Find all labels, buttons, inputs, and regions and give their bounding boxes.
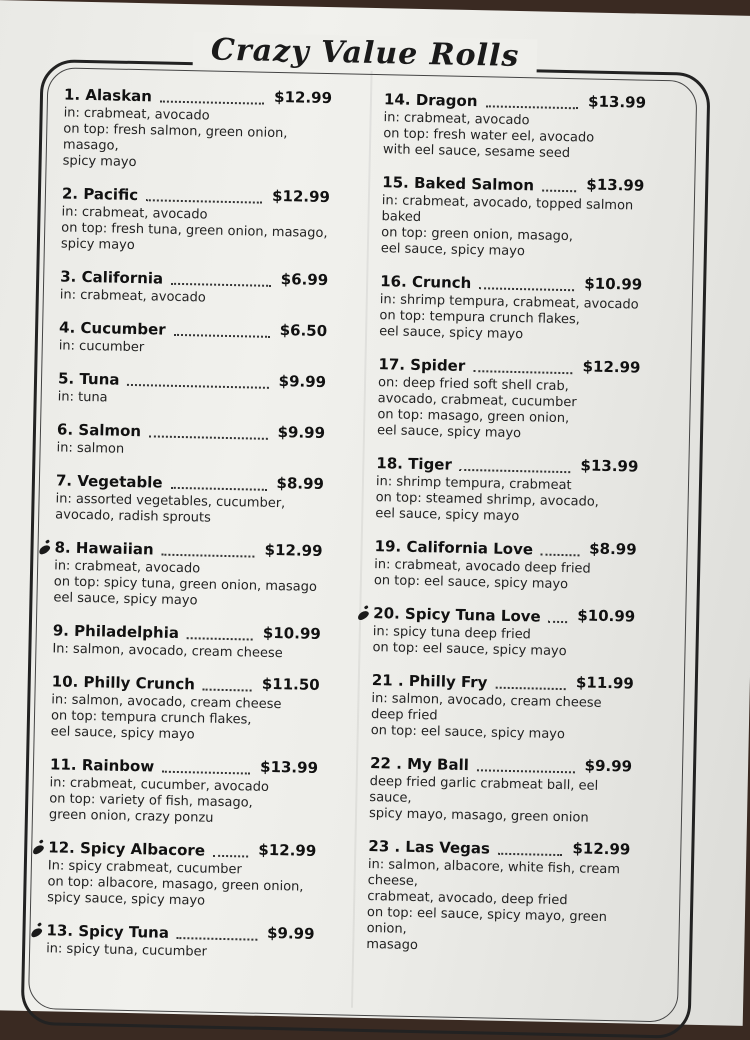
description-line: on top: spicy tuna, green onion, masago [53,574,318,595]
leader-dots [161,554,254,558]
menu-item-description [47,858,316,912]
leader-dots [127,384,269,389]
description-line: In: spicy crabmeat, cucumber [47,858,242,878]
menu-item-price: $12.99 [258,840,317,860]
menu-item-price: $9.99 [277,423,326,443]
description-line: in: crabmeat, cucumber, avocado [49,775,270,795]
menu-item-price: $6.50 [279,321,328,341]
description-line: in: shrimp tempura, crabmeat, avocado [379,292,639,313]
description-line: eel sauce, spicy mayo [50,724,195,743]
description-line: avocado, crabmeat, cucumber [377,391,577,411]
menu-item-header [372,667,634,694]
right-column [366,86,646,969]
menu-item-price: $10.99 [584,274,643,294]
menu-item-description [60,287,328,309]
menu-item-header [57,416,325,444]
description-line: in: spicy tuna, cucumber [45,941,208,960]
menu-item-header [368,833,630,860]
menu-item-header [58,365,326,393]
menu-item-name: 8. Hawaiian [54,538,154,559]
menu-item-price: $12.99 [271,186,331,207]
description-line: in: shrimp tempura, crabmeat [375,474,572,494]
menu-item-header [53,617,321,645]
description-line: on top: green onion, masago, [381,225,574,245]
menu-item [374,533,637,594]
description-line: on: deep fried soft shell crab, [377,375,569,395]
menu-item-price: $13.99 [587,92,647,112]
menu-item-name: 6. Salmon [56,420,142,441]
leader-dots [479,287,574,291]
description-line: spicy sauce, spicy mayo [47,890,206,909]
description-line: deep fried [370,707,438,724]
description-line: in: crabmeat, avocado [54,558,201,577]
menu-item-name: 2. Pacific [61,184,139,205]
menu-item-header [46,917,314,945]
menu-item [381,169,645,262]
menu-item-name: 5. Tuna [57,369,120,389]
description-line: spicy mayo [60,236,135,254]
menu-item [62,81,332,175]
menu-item-name: 12. Spicy Albacore [48,838,206,860]
description-line: in: crabmeat, avocado [59,287,206,306]
menu-item-name: 15. Baked Salmon [382,173,535,195]
menu-item-name: 10. Philly Crunch [51,672,196,694]
leader-dots [162,771,250,775]
leader-dots [174,334,270,338]
description-line: on top: fresh water eel, avocado [383,126,595,146]
menu-item [55,467,324,529]
menu-item-name: 18. Tiger [376,454,453,474]
leader-dots [477,769,575,773]
menu-item-description [61,204,330,258]
leader-dots [187,637,253,640]
leader-dots [176,937,257,941]
menu-item-price: $10.99 [262,623,321,643]
menu-item-description [366,857,630,958]
left-column [46,81,333,973]
leader-dots [171,487,267,491]
menu-item-header [48,834,316,862]
menu-item-description [56,440,324,462]
menu-item-price: $12.99 [273,87,333,108]
description-line: in: crabmeat, avocado deep fried [374,557,591,577]
description-line: in: assorted vegetables, cucumber, [55,491,286,512]
menu-item-name: 23 . Las Vegas [368,837,491,858]
menu-item-description [53,558,322,612]
leader-dots [171,283,271,287]
description-line: eel sauce, spicy mayo [376,423,522,442]
description-line: eel sauce, spicy mayo [380,241,526,260]
menu-item-name: 11. Rainbow [49,755,155,776]
description-line: on top: albacore, masago, green onion, [47,874,304,895]
description-line: on top: eel sauce, spicy mayo, green onion, [366,905,608,937]
description-line: in: spicy tuna deep fried [372,624,532,643]
menu-item-description [375,474,638,527]
menu-title: Crazy Value Rolls [193,32,538,74]
menu-item-description [374,557,637,594]
menu-item-price: $13.99 [259,757,319,777]
menu-item-price: $10.99 [577,606,636,626]
menu-item-description [49,775,318,829]
menu-item-price: $11.50 [261,674,320,694]
menu-item-description [383,110,646,163]
description-line: in: tuna [57,389,108,406]
menu-item-name: 17. Spider [378,355,466,375]
leader-dots [203,689,252,692]
description-line: in: crabmeat, avocado, topped salmon baked [381,193,634,225]
menu-item-name: 14. Dragon [383,90,478,111]
description-line: spicy mayo [62,153,137,171]
description-line: on top: masago, green onion, [377,407,570,427]
menu-item-header [64,81,332,109]
menu-item-name: 19. California Love [374,537,534,559]
description-line: with eel sauce, sesame seed [382,142,571,162]
menu-item-header [378,351,640,378]
menu-item-name: 1. Alaskan [63,85,153,106]
description-line: on top: eel sauce, spicy mayo [370,723,566,743]
menu-item-header [59,314,327,342]
description-line: crabmeat, avocado, deep fried [367,889,568,909]
menu-item [58,365,327,411]
menu-item-price: $13.99 [580,456,639,476]
description-line: on top: fresh tuna, green onion, masago, [61,220,328,242]
description-line: in: salmon, avocado, cream cheese [51,692,282,713]
menu-item-header [62,180,330,208]
menu-item-description [58,389,326,411]
leader-dots [496,687,566,690]
leader-dots [486,105,578,109]
leader-dots [149,435,268,439]
menu-item-header [60,263,328,291]
menu-item-header [376,450,638,477]
menu-item-price: $13.99 [586,175,645,195]
menu-item-description [51,692,320,746]
menu-item-header [380,268,642,295]
menu-item [375,450,638,527]
description-line: avocado, radish sprouts [55,507,212,526]
menu-item-name: 9. Philadelphia [52,621,180,643]
menu-item-header [52,668,320,696]
description-line: on top: eel sauce, spicy mayo [372,640,567,660]
menu-item-header [384,86,646,113]
description-line: spicy mayo, masago, green onion [368,806,589,826]
menu-item [61,180,330,258]
menu-item [53,534,322,612]
leader-dots [146,199,262,203]
leader-dots [213,855,248,858]
description-line: eel sauce, spicy mayo [53,590,198,609]
menu-item-description [372,624,635,661]
menu-item [383,86,646,163]
menu-item-description [62,105,331,175]
menu-item-description [55,491,324,529]
leader-dots [540,554,579,557]
description-line: In: salmon, avocado, cream cheese [52,641,283,662]
description-line: eel sauce, spicy mayo [375,506,520,525]
description-line: on top: tempura crunch flakes, [379,308,581,328]
description-line: on top: steamed shrimp, avocado, [375,490,600,510]
menu-item-description [52,641,320,663]
menu-item [372,600,635,661]
menu-item [59,314,328,360]
menu-item-price: $9.99 [278,372,327,392]
menu-item-price: $12.99 [582,357,641,377]
menu-item-price: $12.99 [572,839,631,859]
leader-dots [498,853,562,856]
menu-item-header [56,467,324,495]
description-line: in: cucumber [58,338,145,356]
menu-item-header [54,534,322,562]
menu-item-price: $12.99 [264,540,323,560]
menu-item-description [371,691,634,744]
menu-item-price: $9.99 [584,756,633,776]
menu-item-description [379,292,642,345]
menu-item-name: 20. Spicy Tuna Love [373,604,541,626]
menu-item [371,667,634,744]
description-line: in: crabmeat, avocado [63,105,210,124]
description-line: in: salmon, avocado, cream cheese [371,691,602,711]
description-line: green onion, crazy ponzu [48,807,214,826]
menu-item [51,668,320,746]
menu-item-name: 13. Spicy Tuna [46,921,170,942]
menu-item [377,351,641,444]
menu-item-header [370,750,632,777]
menu-item [369,750,632,827]
menu-item-name: 22 . My Ball [369,754,470,775]
menu-item [60,263,329,309]
description-line: eel sauce, spicy mayo [378,324,524,343]
menu-item-header [373,600,635,627]
menu-item-description [369,774,632,827]
menu-item-name: 7. Vegetable [55,471,163,492]
leader-dots [542,190,576,193]
menu-item-description [46,941,314,963]
menu-item-name: 3. California [60,267,164,288]
menu-item-price: $11.99 [575,673,635,693]
menu-item [49,751,318,829]
menu-item [379,268,642,345]
description-line: on top: eel sauce, spicy mayo [373,573,569,593]
menu-item-name: 16. Crunch [380,272,472,293]
menu-item [52,617,321,663]
menu-item-price: $9.99 [266,923,315,943]
menu-item-price: $8.99 [589,539,637,559]
menu-item [47,834,316,912]
description-line: in: salmon, albacore, white fish, cream cheese, [367,857,621,890]
menu-item-description [377,375,640,444]
description-line: in: salmon [56,440,125,457]
menu-item-name: 21 . Philly Fry [371,671,488,692]
menu-item-header [382,169,644,196]
leader-dots [160,100,264,104]
menu-item-name: 4. Cucumber [58,318,166,339]
menu-item-description [59,338,327,360]
menu-item [46,917,315,963]
description-line: in: crabmeat, avocado [61,204,208,223]
menu-item-description [381,193,644,262]
description-line: on top: tempura crunch flakes, [50,708,252,728]
description-line: masago [366,937,419,954]
description-line: on top: variety of fish, masago, [49,791,253,811]
menu-item-price: $8.99 [276,474,325,494]
menu-item [56,416,325,462]
leader-dots [548,621,567,623]
description-line: on top: fresh salmon, green onion, masago, [62,121,288,154]
leader-dots [473,370,572,374]
description-line: in: crabmeat, avocado [383,110,530,129]
menu-item [366,833,630,958]
menu-item-header [50,751,318,779]
leader-dots [459,469,570,473]
menu-item-header [374,533,636,560]
description-line: deep fried garlic crabmeat ball, eel sauce, [369,774,599,806]
menu-item-price: $6.99 [280,270,329,290]
